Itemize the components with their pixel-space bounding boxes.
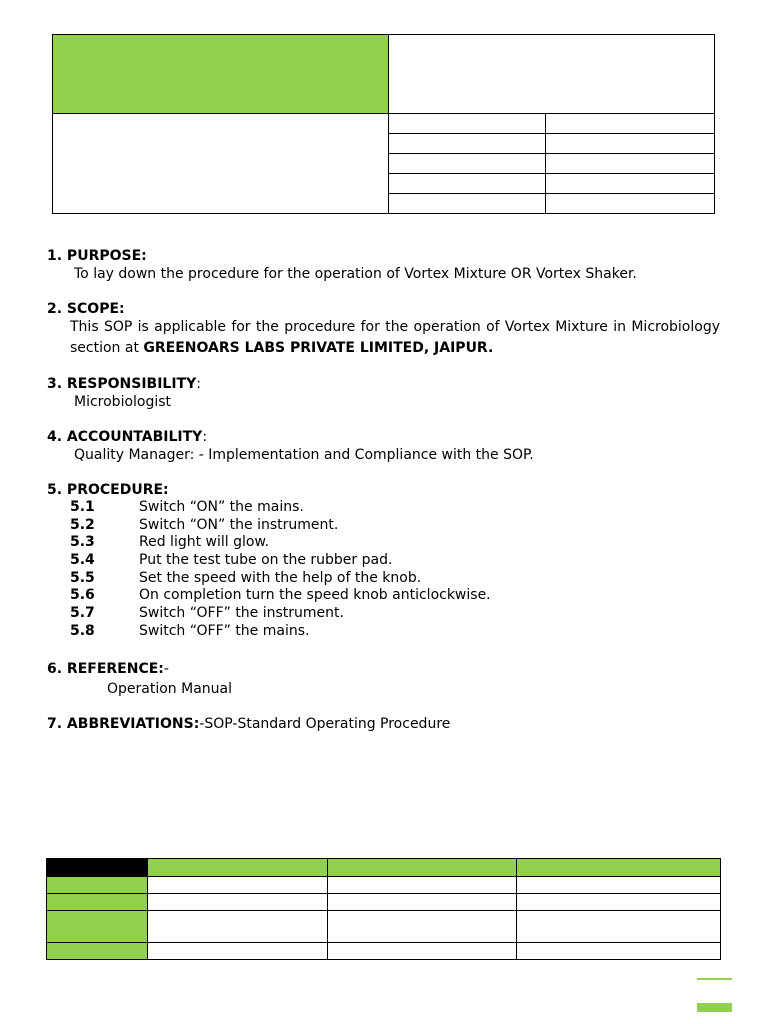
- footer-cell: [328, 877, 517, 894]
- responsibility-text: Microbiologist: [74, 394, 172, 410]
- step-number: 5.8: [70, 622, 95, 639]
- page-decoration-bar: [697, 1003, 732, 1012]
- step-text: Switch “OFF” the mains.: [139, 622, 310, 639]
- procedure-heading: 5. PROCEDURE:: [47, 482, 169, 498]
- footer-header-cell: [47, 859, 148, 877]
- procedure-step: [47, 552, 727, 570]
- section-purpose: [47, 248, 727, 283]
- abbreviations-heading: 7. ABBREVIATIONS:: [47, 716, 200, 732]
- step-text: Switch “ON” the mains.: [139, 499, 304, 515]
- header-meta-label: [389, 114, 546, 134]
- footer-cell: [148, 911, 328, 943]
- section-scope: [47, 301, 727, 359]
- header-meta-value: [546, 194, 715, 214]
- procedure-steps: [47, 499, 727, 641]
- footer-header-cell: [328, 859, 517, 877]
- scope-company-name: GREENOARS LABS PRIVATE LIMITED, JAIPUR.: [143, 340, 494, 356]
- procedure-step: [47, 517, 727, 535]
- reference-dash: -: [163, 661, 169, 677]
- page-decoration-line: [697, 978, 732, 980]
- step-number: 5.7: [70, 605, 95, 622]
- footer-cell: [148, 877, 328, 894]
- header-logo-cell: [53, 35, 389, 114]
- footer-table: [46, 858, 721, 960]
- header-meta-label: [389, 154, 546, 174]
- step-text: Set the speed with the help of the knob.: [139, 569, 422, 586]
- section-accountability: [47, 429, 727, 464]
- purpose-heading: 1. PURPOSE:: [47, 248, 147, 264]
- header-info-cell: [53, 114, 389, 214]
- header-meta-label: [389, 194, 546, 214]
- step-number: 5.5: [70, 569, 95, 586]
- section-reference: [47, 661, 727, 698]
- abbreviations-text: -SOP-Standard Operating Procedure: [199, 716, 451, 732]
- header-table: [52, 34, 715, 214]
- footer-cell: [328, 943, 517, 960]
- footer-header-cell: [148, 859, 328, 877]
- footer-cell: [328, 911, 517, 943]
- step-number: 5.3: [70, 534, 95, 551]
- scope-text-plain: This SOP is applicable for the procedure for the operation of Vortex Mixture in Microbiology section at: [70, 319, 720, 356]
- footer-cell: [148, 894, 328, 911]
- purpose-text: To lay down the procedure for the operation of Vortex Mixture OR Vortex Shaker.: [74, 266, 637, 282]
- abbreviations-line: [47, 716, 727, 733]
- procedure-step: [47, 534, 727, 552]
- step-number: 5.6: [70, 587, 95, 604]
- section-responsibility: [47, 376, 727, 411]
- step-text: Switch “OFF” the instrument.: [139, 605, 344, 622]
- header-meta-label: [389, 174, 546, 194]
- procedure-step: [47, 499, 727, 517]
- footer-cell: [517, 894, 721, 911]
- scope-text: [47, 317, 720, 359]
- reference-heading: [47, 661, 727, 678]
- step-text: Red light will glow.: [139, 534, 270, 551]
- footer-row-label: [47, 877, 148, 894]
- header-title-cell: [389, 35, 715, 114]
- footer-cell: [517, 877, 721, 894]
- step-number: 5.2: [70, 516, 95, 533]
- step-text: Put the test tube on the rubber pad.: [139, 552, 393, 569]
- footer-header-cell: [517, 859, 721, 877]
- footer-cell: [148, 943, 328, 960]
- header-meta-value: [546, 114, 715, 134]
- procedure-step: [47, 605, 727, 623]
- accountability-text: Quality Manager: - Implementation and Compliance with the SOP.: [74, 447, 534, 463]
- step-text: Switch “ON” the instrument.: [139, 516, 339, 533]
- scope-heading: 2. SCOPE:: [47, 301, 125, 317]
- reference-heading-text: 6. REFERENCE:: [47, 661, 164, 677]
- footer-row-label: [47, 943, 148, 960]
- step-number: 5.1: [70, 499, 95, 515]
- header-meta-label: [389, 134, 546, 154]
- footer-cell: [517, 911, 721, 943]
- reference-text: Operation Manual: [107, 681, 232, 697]
- header-meta-value: [546, 174, 715, 194]
- procedure-step: [47, 587, 727, 605]
- header-meta-value: [546, 154, 715, 174]
- section-abbreviations: [47, 716, 727, 733]
- header-meta-value: [546, 134, 715, 154]
- section-procedure: [47, 482, 727, 641]
- footer-row-label: [47, 894, 148, 911]
- responsibility-heading-text: 3. RESPONSIBILITY: [47, 376, 197, 392]
- accountability-heading-text: 4. ACCOUNTABILITY: [47, 429, 203, 445]
- procedure-step: [47, 570, 727, 588]
- accountability-colon: :: [202, 429, 208, 445]
- procedure-step: [47, 623, 727, 641]
- step-number: 5.4: [70, 552, 95, 569]
- footer-row-label: [47, 911, 148, 943]
- responsibility-colon: :: [196, 376, 201, 392]
- footer-cell: [517, 943, 721, 960]
- accountability-heading: [47, 429, 727, 446]
- responsibility-heading: [47, 376, 727, 393]
- footer-cell: [328, 894, 517, 911]
- step-text: On completion turn the speed knob anticlockwise.: [139, 587, 491, 604]
